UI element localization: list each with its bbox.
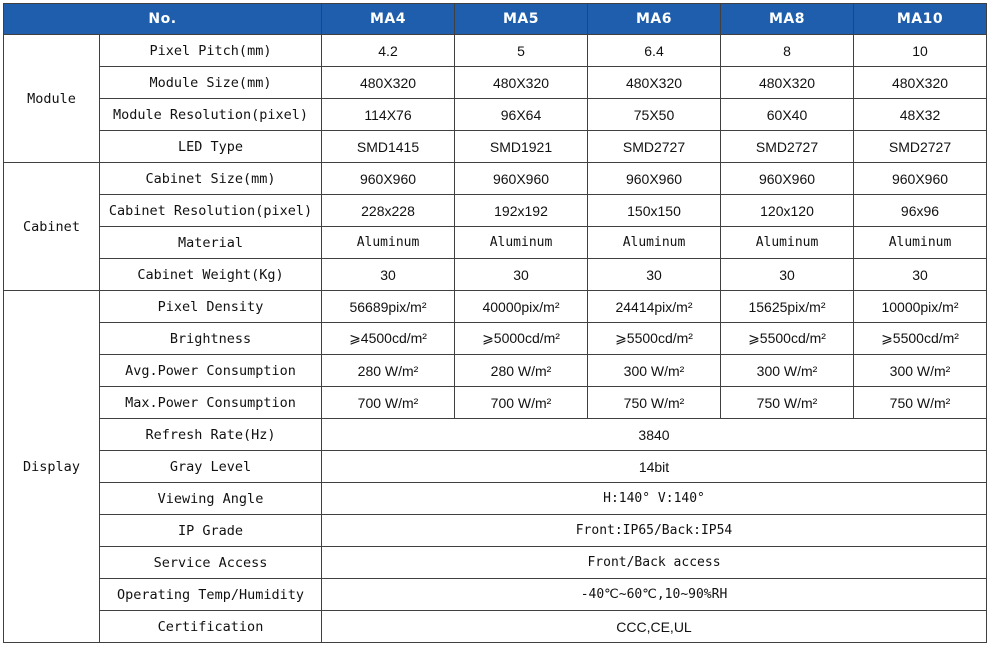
value-cell: 960X960 [455, 163, 588, 195]
param-label: Material [100, 227, 322, 259]
value-cell: 480X320 [322, 67, 455, 99]
value-cell: 4.2 [322, 35, 455, 67]
value-cell: 30 [721, 259, 854, 291]
header-model: MA10 [854, 4, 987, 35]
table-row [4, 419, 987, 451]
value-cell: ⩾5500cd/m² [721, 323, 854, 355]
table-row [4, 451, 987, 483]
value-cell: 480X320 [721, 67, 854, 99]
table-row [4, 611, 987, 643]
value-cell: 30 [854, 259, 987, 291]
value-cell: 5 [455, 35, 588, 67]
header-model: MA4 [322, 4, 455, 35]
param-label: Cabinet Resolution(pixel) [100, 195, 322, 227]
param-label: Viewing Angle [100, 483, 322, 515]
value-cell: 192x192 [455, 195, 588, 227]
value-cell: 300 W/m² [588, 355, 721, 387]
shared-value-cell: Front:IP65/Back:IP54 [322, 515, 987, 547]
value-cell: ⩾5500cd/m² [588, 323, 721, 355]
param-label: Module Resolution(pixel) [100, 99, 322, 131]
value-cell: 30 [588, 259, 721, 291]
value-cell: Aluminum [854, 227, 987, 259]
value-cell: 48X32 [854, 99, 987, 131]
value-cell: 30 [322, 259, 455, 291]
header-model: MA8 [721, 4, 854, 35]
value-cell: 480X320 [455, 67, 588, 99]
value-cell: 8 [721, 35, 854, 67]
value-cell: 750 W/m² [721, 387, 854, 419]
value-cell: 24414pix/m² [588, 291, 721, 323]
value-cell: 750 W/m² [588, 387, 721, 419]
table-row [4, 387, 987, 419]
value-cell: ⩾4500cd/m² [322, 323, 455, 355]
value-cell: SMD2727 [588, 131, 721, 163]
param-label: IP Grade [100, 515, 322, 547]
header-no: No. [4, 4, 322, 35]
shared-value-cell: Front/Back access [322, 547, 987, 579]
param-label: Certification [100, 611, 322, 643]
table-row [4, 547, 987, 579]
value-cell: 75X50 [588, 99, 721, 131]
value-cell: 280 W/m² [455, 355, 588, 387]
value-cell: Aluminum [455, 227, 588, 259]
shared-value-cell: -40℃~60℃,10~90%RH [322, 579, 987, 611]
table-row [4, 355, 987, 387]
param-label: Module Size(mm) [100, 67, 322, 99]
value-cell: 96x96 [854, 195, 987, 227]
value-cell: 114X76 [322, 99, 455, 131]
value-cell: 56689pix/m² [322, 291, 455, 323]
table-row [4, 259, 987, 291]
group-label-display: Display [4, 291, 100, 643]
value-cell: 30 [455, 259, 588, 291]
header-model: MA5 [455, 4, 588, 35]
param-label: Brightness [100, 323, 322, 355]
value-cell: Aluminum [322, 227, 455, 259]
header-row [4, 4, 987, 35]
value-cell: 960X960 [721, 163, 854, 195]
value-cell: 150x150 [588, 195, 721, 227]
value-cell: 960X960 [854, 163, 987, 195]
param-label: Pixel Density [100, 291, 322, 323]
param-label: LED Type [100, 131, 322, 163]
param-label: Max.Power Consumption [100, 387, 322, 419]
table-row [4, 163, 987, 195]
spec-table [3, 3, 987, 643]
param-label: Cabinet Size(mm) [100, 163, 322, 195]
value-cell: 960X960 [588, 163, 721, 195]
value-cell: ⩾5000cd/m² [455, 323, 588, 355]
table-row [4, 579, 987, 611]
table-row [4, 131, 987, 163]
value-cell: 300 W/m² [854, 355, 987, 387]
value-cell: 10 [854, 35, 987, 67]
value-cell: 480X320 [588, 67, 721, 99]
shared-value-cell: 3840 [322, 419, 987, 451]
shared-value-cell: H:140° V:140° [322, 483, 987, 515]
table-row [4, 515, 987, 547]
value-cell: 700 W/m² [455, 387, 588, 419]
shared-value-cell: 14bit [322, 451, 987, 483]
table-row [4, 483, 987, 515]
value-cell: 60X40 [721, 99, 854, 131]
value-cell: 10000pix/m² [854, 291, 987, 323]
table-row [4, 99, 987, 131]
value-cell: Aluminum [721, 227, 854, 259]
value-cell: 700 W/m² [322, 387, 455, 419]
param-label: Pixel Pitch(mm) [100, 35, 322, 67]
value-cell: 480X320 [854, 67, 987, 99]
value-cell: 280 W/m² [322, 355, 455, 387]
param-label: Service Access [100, 547, 322, 579]
param-label: Refresh Rate(Hz) [100, 419, 322, 451]
table-row [4, 195, 987, 227]
param-label: Cabinet Weight(Kg) [100, 259, 322, 291]
group-label-module: Module [4, 35, 100, 163]
table-row [4, 35, 987, 67]
value-cell: 300 W/m² [721, 355, 854, 387]
value-cell: 750 W/m² [854, 387, 987, 419]
value-cell: 40000pix/m² [455, 291, 588, 323]
value-cell: SMD1415 [322, 131, 455, 163]
table-row [4, 67, 987, 99]
value-cell: 960X960 [322, 163, 455, 195]
value-cell: SMD2727 [721, 131, 854, 163]
value-cell: SMD2727 [854, 131, 987, 163]
shared-value-cell: CCC,CE,UL [322, 611, 987, 643]
header-model: MA6 [588, 4, 721, 35]
value-cell: 15625pix/m² [721, 291, 854, 323]
param-label: Operating Temp/Humidity [100, 579, 322, 611]
value-cell: 6.4 [588, 35, 721, 67]
value-cell: 96X64 [455, 99, 588, 131]
table-row [4, 291, 987, 323]
param-label: Gray Level [100, 451, 322, 483]
table-row [4, 227, 987, 259]
value-cell: Aluminum [588, 227, 721, 259]
value-cell: 120x120 [721, 195, 854, 227]
value-cell: 228x228 [322, 195, 455, 227]
param-label: Avg.Power Consumption [100, 355, 322, 387]
value-cell: ⩾5500cd/m² [854, 323, 987, 355]
table-row [4, 323, 987, 355]
group-label-cabinet: Cabinet [4, 163, 100, 291]
value-cell: SMD1921 [455, 131, 588, 163]
